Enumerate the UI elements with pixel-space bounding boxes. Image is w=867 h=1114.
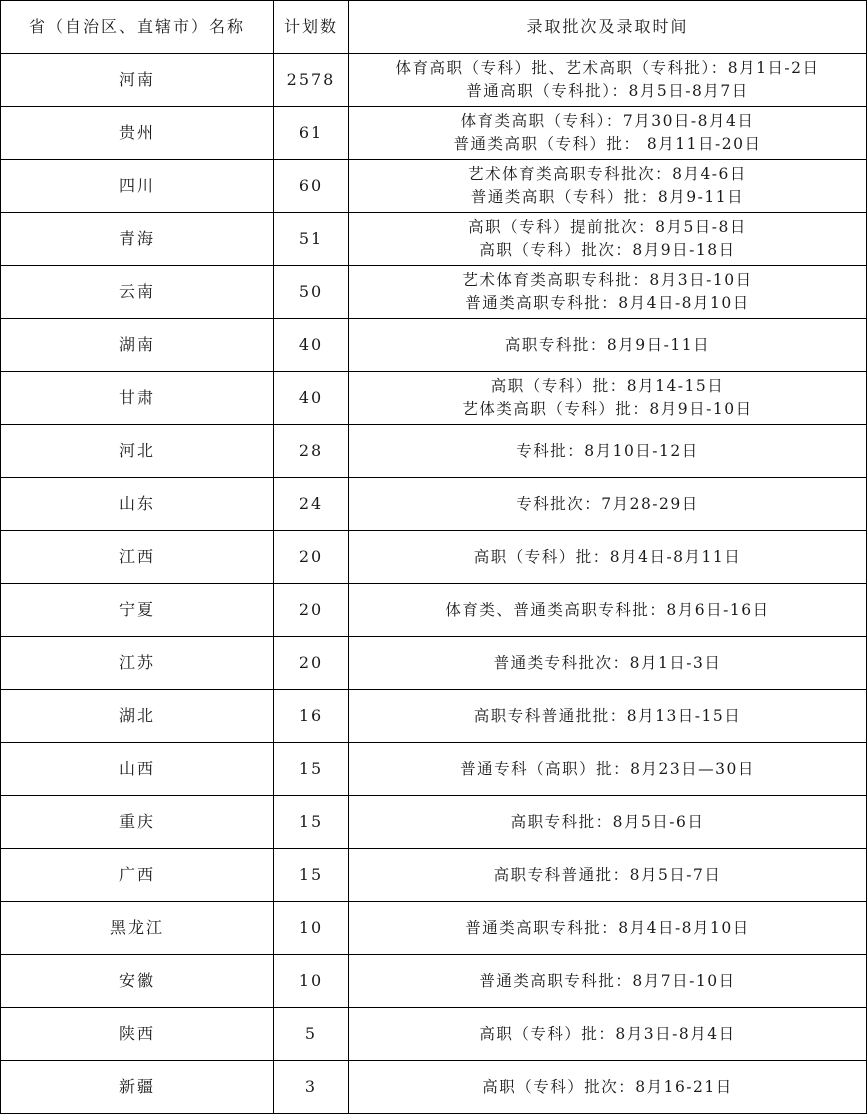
admission-time-line: 高职（专科）批次：8月16-21日 — [482, 1077, 733, 1096]
admission-time-line: 普通类高职专科批：8月4日-8月10日 — [465, 918, 750, 937]
province-cell: 云南 — [1, 266, 274, 319]
admission-time-cell — [349, 796, 867, 849]
table-row — [1, 266, 867, 319]
admission-time-line: 普通类专科批次：8月1日-3日 — [493, 653, 722, 672]
admission-time-cell — [349, 584, 867, 637]
plan-count-cell: 15 — [274, 796, 349, 849]
admission-time-cell — [349, 1061, 867, 1114]
plan-count-cell: 20 — [274, 637, 349, 690]
admission-time-line: 普通专科（高职）批：8月23日—30日 — [460, 759, 755, 778]
admission-time-cell — [349, 213, 867, 266]
header-province: 省（自治区、直辖市）名称 — [1, 1, 274, 54]
table-row — [1, 1008, 867, 1061]
plan-count-cell: 10 — [274, 955, 349, 1008]
admission-time-cell — [349, 372, 867, 425]
table-row — [1, 478, 867, 531]
plan-count-cell: 51 — [274, 213, 349, 266]
admission-time-line: 高职专科批：8月9日-11日 — [504, 335, 711, 354]
admission-time-line: 体育类、普通类高职专科批：8月6日-16日 — [445, 600, 770, 619]
admission-time-line: 普通类高职专科批：8月7日-10日 — [479, 971, 736, 990]
admission-time-line: 高职（专科）批：8月3日-8月4日 — [479, 1024, 736, 1043]
admission-time-line: 专科批：8月10日-12日 — [516, 441, 699, 460]
admission-time-cell — [349, 902, 867, 955]
admission-time-cell — [349, 531, 867, 584]
province-cell: 宁夏 — [1, 584, 274, 637]
province-cell: 新疆 — [1, 1061, 274, 1114]
province-cell: 贵州 — [1, 107, 274, 160]
province-cell: 安徽 — [1, 955, 274, 1008]
province-cell: 甘肃 — [1, 372, 274, 425]
admission-time-cell — [349, 637, 867, 690]
admission-time-line: 高职（专科）提前批次：8月5日-8日 — [468, 218, 747, 236]
province-cell: 湖北 — [1, 690, 274, 743]
table-row — [1, 796, 867, 849]
admission-time-line: 艺术体育类高职专科批：8月3日-10日 — [462, 271, 753, 289]
plan-count-cell: 40 — [274, 372, 349, 425]
admission-time-cell — [349, 1008, 867, 1061]
table-row — [1, 637, 867, 690]
plan-count-cell: 61 — [274, 107, 349, 160]
admission-time-line: 体育高职（专科）批、艺术高职（专科批）：8月1日-2日 — [395, 59, 820, 77]
admission-time-cell — [349, 743, 867, 796]
admission-time-line: 高职专科普通批批：8月13日-15日 — [473, 706, 742, 725]
admission-time-line: 艺术体育类高职专科批次：8月4-6日 — [468, 165, 747, 183]
table-row — [1, 54, 867, 107]
plan-count-cell: 16 — [274, 690, 349, 743]
province-cell: 广西 — [1, 849, 274, 902]
admission-time-cell — [349, 849, 867, 902]
plan-count-cell: 15 — [274, 849, 349, 902]
plan-count-cell: 20 — [274, 531, 349, 584]
table-row — [1, 1061, 867, 1114]
table-row — [1, 584, 867, 637]
admission-time-line: 高职（专科）批：8月14-15日 — [490, 377, 725, 395]
table-row — [1, 107, 867, 160]
province-cell: 河北 — [1, 425, 274, 478]
admission-time-cell — [349, 955, 867, 1008]
admission-time-line: 高职专科批：8月5日-6日 — [510, 812, 705, 831]
admission-time-cell — [349, 425, 867, 478]
header-row — [1, 1, 867, 54]
province-cell: 山东 — [1, 478, 274, 531]
header-plan: 计划数 — [274, 1, 349, 54]
province-cell: 湖南 — [1, 319, 274, 372]
admission-time-cell — [349, 690, 867, 743]
province-cell: 陕西 — [1, 1008, 274, 1061]
table-row — [1, 690, 867, 743]
province-cell: 江苏 — [1, 637, 274, 690]
table-row — [1, 531, 867, 584]
plan-count-cell: 20 — [274, 584, 349, 637]
table-row — [1, 955, 867, 1008]
table-row — [1, 372, 867, 425]
admission-time-cell — [349, 160, 867, 213]
province-cell: 黑龙江 — [1, 902, 274, 955]
table-row — [1, 425, 867, 478]
table-row — [1, 849, 867, 902]
admission-time-cell — [349, 319, 867, 372]
admission-time-line: 专科批次：7月28-29日 — [516, 494, 699, 513]
admission-time-line: 高职（专科）批：8月4日-8月11日 — [473, 547, 742, 566]
plan-count-cell: 10 — [274, 902, 349, 955]
province-cell: 河南 — [1, 54, 274, 107]
table-row — [1, 213, 867, 266]
admission-time-cell — [349, 266, 867, 319]
plan-count-cell: 40 — [274, 319, 349, 372]
table-row — [1, 902, 867, 955]
admission-time-cell — [349, 478, 867, 531]
admission-time-cell — [349, 54, 867, 107]
admission-time-line: 普通类高职（专科）批： 8月11日-20日 — [453, 135, 762, 153]
plan-count-cell: 2578 — [274, 54, 349, 107]
table-body — [1, 54, 867, 1114]
admission-time-cell — [349, 107, 867, 160]
table-row — [1, 319, 867, 372]
province-cell: 山西 — [1, 743, 274, 796]
admission-time-line: 高职专科普通批：8月5日-7日 — [493, 865, 722, 884]
province-cell: 江西 — [1, 531, 274, 584]
table-row — [1, 743, 867, 796]
plan-count-cell: 24 — [274, 478, 349, 531]
admission-time-line: 普通类高职专科批：8月4日-8月10日 — [465, 294, 750, 312]
admission-time-line: 艺体类高职（专科）批：8月9日-10日 — [462, 400, 753, 418]
province-cell: 青海 — [1, 213, 274, 266]
table-row — [1, 160, 867, 213]
plan-count-cell: 28 — [274, 425, 349, 478]
plan-count-cell: 3 — [274, 1061, 349, 1114]
admission-time-line: 体育类高职（专科）：7月30日-8月4日 — [460, 112, 755, 130]
admission-time-line: 高职（专科）批次：8月9日-18日 — [479, 241, 736, 259]
admission-time-line: 普通高职（专科批）：8月5日-8月7日 — [466, 82, 749, 100]
province-cell: 四川 — [1, 160, 274, 213]
admission-time-line: 普通类高职（专科）批：8月9-11日 — [470, 188, 745, 206]
plan-count-cell: 50 — [274, 266, 349, 319]
province-cell: 重庆 — [1, 796, 274, 849]
plan-count-cell: 15 — [274, 743, 349, 796]
plan-count-cell: 60 — [274, 160, 349, 213]
plan-count-cell: 5 — [274, 1008, 349, 1061]
header-time: 录取批次及录取时间 — [349, 1, 867, 54]
